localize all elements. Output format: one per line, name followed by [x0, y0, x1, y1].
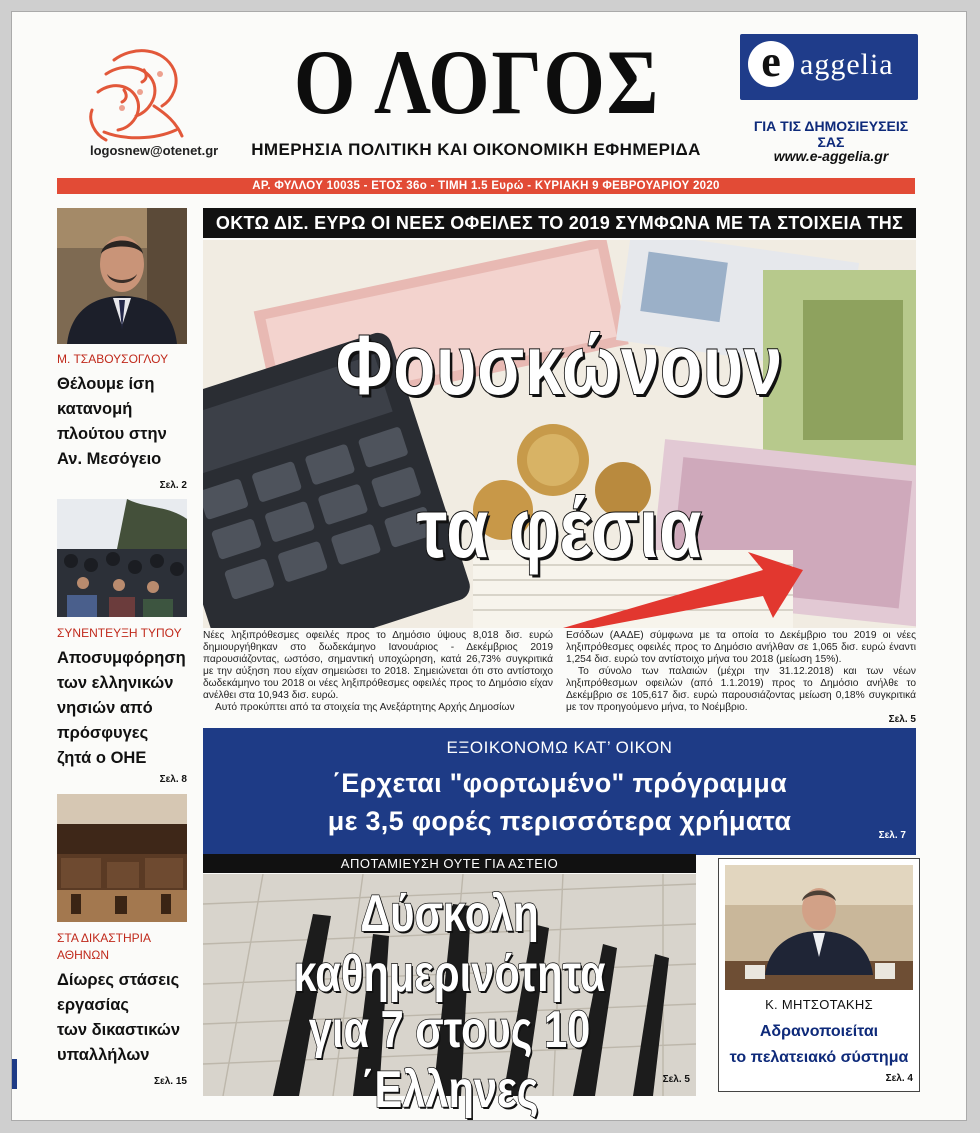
headline-line: ζητά ο ΟΗΕ	[57, 749, 147, 767]
headline-line: το πελατειακό σύστημα	[729, 1049, 909, 1066]
eaggelia-logo-letter: e	[748, 41, 794, 87]
newspaper-front-page	[12, 12, 966, 1120]
politician-photo	[725, 865, 913, 990]
box-headline-line1: ΄Ερχεται "φορτωμένο" πρόγραμμα	[332, 768, 787, 798]
page-reference: Σελ. 8	[159, 774, 187, 785]
body-paragraph: Νέες ληξιπρόθεσμες οφειλές προς το Δημόσιο ύψους 8,018 δισ. ευρώ δημιουργήθηκαν στο δωδεκάμηνο Ιανουάριος - Δεκέμβριος 2019 παρουσιάζοντας, ωστόσο, σημαντική υποχώρηση, κατά 26,73% συγκριτικά με την αύξηση που είχαν σημειώσει το 2018. Σημειώνεται ότι στο αντίστοιχο δωδεκάμηνο του 2018 οι νέες ληξιπρόθεσμες οφειλές προς το Δημόσιο είχαν ανέλθει στα 10,943 δισ. ευρώ.	[203, 630, 553, 701]
body-paragraph: Εσόδων (ΑΑΔΕ) σύμφωνα με τα οποία το Δεκέμβριο του 2019 οι νέες ληξιπρόθεσμες οφειλές προς το Δημόσιο ανήλθαν σε 1,065 δισ. ευρώ έναντι 1,254 δισ. ευρώ τον αντίστοιχο μήνα του 2018 (μείωση 15%).	[566, 630, 916, 665]
mitsotakis-story-box[interactable]	[718, 858, 920, 1092]
contact-email: logosnew@otenet.gr	[90, 143, 219, 158]
body-paragraph: Αυτό προκύπτει από τα στοιχεία της Ανεξάρτητης Αρχής Δημοσίων	[215, 702, 515, 713]
headline-line: πλούτου στην	[57, 425, 167, 443]
page-reference: Σελ. 7	[878, 830, 906, 841]
lead-body-column-1	[203, 630, 553, 714]
page-reference: Σελ. 2	[159, 480, 187, 491]
newspaper-subtitle: ΗΜΕΡΗΣΙΑ ΠΟΛΙΤΙΚΗ ΚΑΙ ΟΙΚΟΝΟΜΙΚΗ ΕΦΗΜΕΡΙΔΑ	[251, 140, 701, 159]
kicker-line: ΑΘΗΝΩΝ	[57, 948, 110, 962]
body-paragraph: Το σύνολο των παλαιών (μέχρι την 31.12.2018) και των νέων ληξιπρόθεσμων οφειλών (από 1.1.2019) προς το Δημόσιο ανήλθε το Δεκέμβριο σε 105,617 δισ. ευρώ παρουσιάζοντας μείωση 0,18% συγκριτικά με τον προηγούμενο μήνα, το Νοέμβριο.	[566, 666, 916, 713]
page-reference: Σελ. 4	[885, 1073, 913, 1084]
bottom-headline-line1[interactable]: Δύσκολη καθημερινότητα	[293, 885, 606, 1003]
lead-headline-line2[interactable]: τα φέσια	[416, 481, 703, 575]
headline-line: κατανομή	[57, 400, 133, 418]
headline-line: υπαλλήλων	[57, 1046, 150, 1064]
lead-body-column-2	[566, 630, 916, 714]
eaggelia-url: www.e-aggelia.gr	[773, 148, 889, 164]
eaggelia-logo-word: aggelia	[800, 48, 894, 81]
story-headline[interactable]	[57, 968, 187, 1068]
portrait-photo	[57, 208, 187, 344]
courtroom-photo	[57, 794, 187, 922]
box-headline-line2: με 3,5 φορές περισσότερα χρήματα	[327, 806, 792, 836]
box-headline	[719, 1019, 919, 1071]
page-reference: Σελ. 5	[662, 1074, 690, 1085]
headline-line: Αποσυμφόρηση	[57, 649, 186, 667]
box-kicker: Κ. ΜΗΤΣΟΤΑΚΗΣ	[765, 997, 873, 1012]
headline-line: νησιών από	[57, 699, 153, 717]
eaggelia-logo	[740, 34, 918, 100]
story-kicker	[57, 930, 187, 964]
story-kicker: ΣΥΝΕΝΤΕΥΞΗ ΤΥΠΟΥ	[57, 626, 182, 640]
kicker-line: ΣΤΑ ΔΙΚΑΣΤΗΡΙΑ	[57, 931, 151, 945]
headline-line: Δίωρες στάσεις	[57, 971, 180, 989]
story-headline[interactable]	[57, 646, 187, 771]
bottom-headline-line2[interactable]: για 7 στους 10 ΄Ελληνες	[308, 1001, 591, 1119]
headline-line: πρόσφυγες	[57, 724, 149, 742]
issue-info-bar: ΑΡ. ΦΥΛΛΟΥ 10035 - ΕΤΟΣ 36ο - ΤΙΜΗ 1.5 Ευρώ - ΚΥΡΙΑΚΗ 9 ΦΕΒΡΟΥΑΡΙΟΥ 2020	[57, 178, 915, 194]
edge-marker	[12, 1059, 17, 1089]
lead-headline-line1[interactable]: Φουσκώνουν	[335, 318, 784, 412]
headline-line: των ελληνικών	[57, 674, 174, 692]
headline-line: εργασίας	[57, 996, 129, 1014]
headline-line: Θέλουμε ίση	[57, 375, 155, 393]
savings-program-box[interactable]	[203, 728, 916, 855]
box-kicker: ΕΞΟΙΚΟΝΟΜΩ ΚΑΤ’ ΟΙΚΟΝ	[446, 738, 673, 757]
newspaper-title: Ο ΛΟΓΟΣ	[293, 31, 661, 133]
logo-faces-illustration	[84, 40, 196, 148]
headline-line: Αδρανοποιείται	[759, 1023, 879, 1040]
story-kicker: Μ. ΤΣΑΒΟΥΣΟΓΛΟΥ	[57, 352, 169, 366]
page-reference: Σελ. 5	[888, 714, 916, 725]
lead-kicker-bar: ΟΚΤΩ ΔΙΣ. ΕΥΡΩ ΟΙ ΝΕΕΣ ΟΦΕΙΛΕΣ ΤΟ 2019 ΣΥΜΦΩΝΑ ΜΕ ΤΑ ΣΤΟΙΧΕΙΑ ΤΗΣ	[203, 208, 916, 238]
eaggelia-tagline: ΓΙΑ ΤΙΣ ΔΗΜΟΣΙΕΥΣΕΙΣ ΣΑΣ	[753, 118, 909, 150]
refugees-photo	[57, 499, 187, 617]
headline-line: των δικαστικών	[57, 1021, 180, 1039]
story-headline[interactable]	[57, 372, 187, 472]
bottom-kicker-bar: ΑΠΟΤΑΜΙΕΥΣΗ ΟΥΤΕ ΓΙΑ ΑΣΤΕΙΟ	[203, 854, 696, 873]
headline-line: Αν. Μεσόγειο	[57, 450, 162, 468]
page-reference: Σελ. 15	[154, 1076, 187, 1087]
